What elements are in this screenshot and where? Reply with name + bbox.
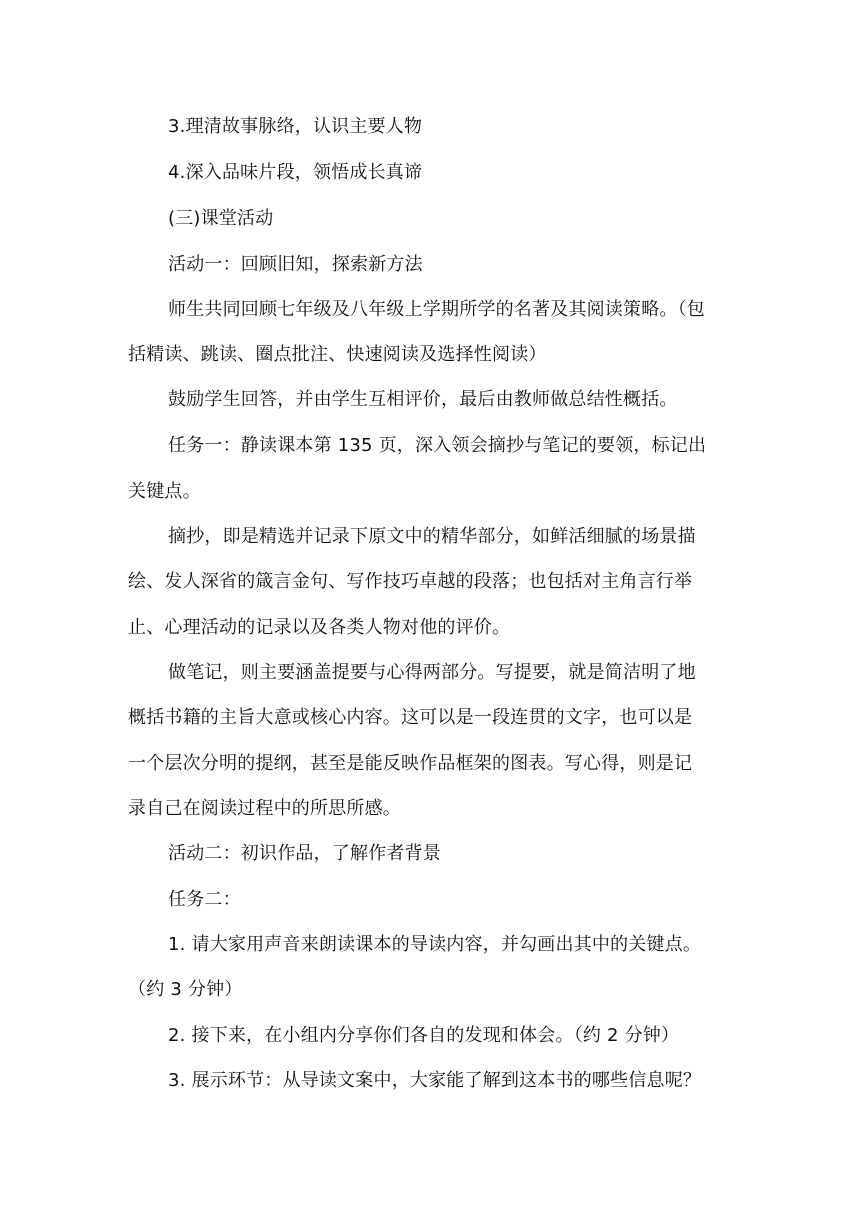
review-paragraph-line-2: 括精读、跳读、圈点批注、快速阅读及选择性阅读）	[128, 344, 547, 365]
notes-paragraph-line-2: 概括书籍的主旨大意或核心内容。这可以是一段连贯的文字，也可以是	[128, 707, 693, 728]
encourage-paragraph: 鼓励学生回答，并由学生互相评价，最后由教师做总结性概括。	[168, 389, 678, 410]
notes-paragraph-line-4: 录自己在阅读过程中的所思所感。	[128, 798, 401, 819]
review-paragraph-line-1: 师生共同回顾七年级及八年级上学期所学的名著及其阅读策略。（包	[168, 299, 705, 320]
section-heading: (三)课堂活动	[168, 208, 274, 229]
task-1-line-1: 任务一：静读课本第 135 页，深入领会摘抄与笔记的要领，标记出	[168, 435, 707, 456]
task-2-heading: 任务二：	[168, 889, 241, 910]
notes-paragraph-line-3: 一个层次分明的提纲，甚至是能反映作品框架的图表。写心得，则是记	[128, 753, 693, 774]
task-2-step-2: 2. 接下来，在小组内分享你们各自的发现和体会。（约 2 分钟）	[168, 1025, 680, 1046]
task-1-line-2: 关键点。	[128, 481, 201, 502]
task-2-step-1-line-1: 1. 请大家用声音来朗读课本的导读内容，并勾画出其中的关键点。	[168, 934, 702, 955]
excerpt-paragraph-line-1: 摘抄，即是精选并记录下原文中的精华部分，如鲜活细腻的场景描	[168, 526, 696, 547]
task-2-step-1-line-2: （约 3 分钟）	[128, 979, 243, 1000]
activity-1-heading: 活动一：回顾旧知，探索新方法	[168, 254, 423, 275]
excerpt-paragraph-line-3: 止、心理活动的记录以及各类人物对他的评价。	[128, 617, 511, 638]
notes-paragraph-line-1: 做笔记，则主要涵盖提要与心得两部分。写提要，就是简洁明了地	[168, 662, 696, 683]
task-2-step-3: 3. 展示环节：从导读文案中，大家能了解到这本书的哪些信息呢？	[168, 1070, 702, 1091]
goal-4-text: 4.深入品味片段，领悟成长真谛	[168, 162, 423, 183]
activity-2-heading: 活动二：初识作品，了解作者背景	[168, 843, 441, 864]
excerpt-paragraph-line-2: 绘、发人深省的箴言金句、写作技巧卓越的段落；也包括对主角言行举	[128, 571, 693, 592]
goal-3-text: 3.理清故事脉络，认识主要人物	[168, 116, 423, 137]
